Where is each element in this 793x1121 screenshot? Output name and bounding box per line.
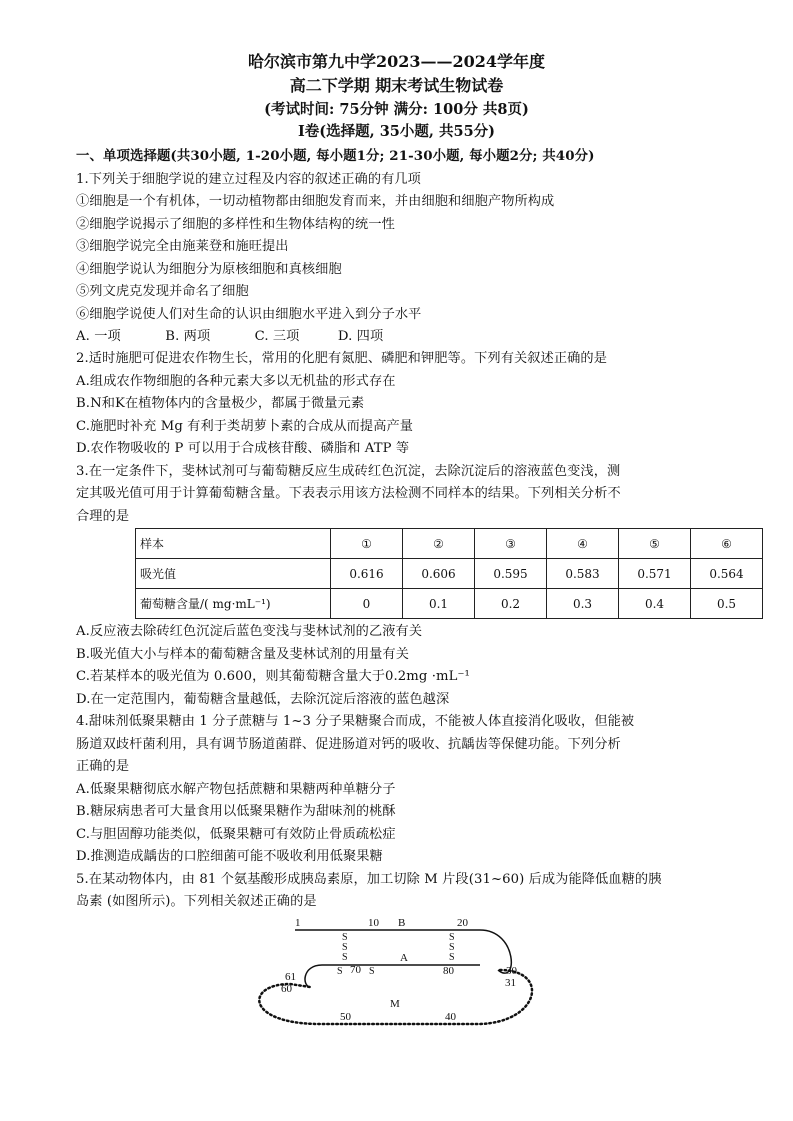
- glucose-cell: 0.1: [403, 589, 475, 619]
- svg-text:S: S: [342, 952, 348, 963]
- q1-item: ①细胞是一个有机体，一切动植物都由细胞发育而来，并由细胞和细胞产物所构成: [76, 194, 555, 209]
- glucose-cell: 0.5: [691, 589, 763, 619]
- q4-stem: 4.甜味剂低聚果糖由 1 分子蔗糖与 1~3 分子果糖聚合而成，不能被人体直接消化吸收，但能被: [76, 714, 635, 729]
- q4-stem: 正确的是: [76, 759, 130, 774]
- disulfide-bond-1: [342, 932, 348, 963]
- sample-cell: ②: [403, 529, 475, 559]
- q3-option-d: D.在一定范围内，葡萄糖含量越低，去除沉淀后溶液的蓝色越深: [76, 692, 450, 707]
- proinsulin-diagram: [250, 912, 550, 1037]
- svg-text:S: S: [342, 942, 348, 953]
- glucose-cell: 0.4: [619, 589, 691, 619]
- q5-stem: 5.在某动物体内，由 81 个氨基酸形成胰岛素原，加工切除 M 片段(31~60) 后成为能降低血糖的胰: [76, 872, 662, 887]
- sample-cell: ⑤: [619, 529, 691, 559]
- q1-item: ②细胞学说揭示了细胞的多样性和生物体结构的统一性: [76, 217, 395, 232]
- label-60: 60: [281, 983, 292, 995]
- absorbance-cell: 0.616: [331, 559, 403, 589]
- part-title: I卷(选择题, 35小题, 共55分): [297, 123, 496, 140]
- absorbance-cell: 0.606: [403, 559, 475, 589]
- label-50: 50: [340, 1011, 351, 1023]
- q4-option-b: B.糖尿病患者可大量食用以低聚果糖作为甜味剂的桃酥: [76, 804, 396, 819]
- svg-text:S: S: [342, 932, 348, 943]
- q1-item: ④细胞学说认为细胞分为原核细胞和真核细胞: [76, 262, 342, 277]
- q1-item: ⑤列文虎克发现并命名了细胞: [76, 284, 249, 299]
- disulfide-bond-2: [449, 932, 455, 963]
- sample-cell: ①: [331, 529, 403, 559]
- svg-text:S: S: [449, 942, 455, 953]
- table-row: [136, 559, 763, 589]
- q1-stem: 1.下列关于细胞学说的建立过程及内容的叙述正确的有几项: [76, 172, 421, 187]
- q3-table: [135, 528, 763, 619]
- exam-title: 高二下学期 期末考试生物试卷: [289, 76, 504, 95]
- q1-options: [76, 326, 716, 348]
- q2-option-b: B.N和K在植物体内的含量极少，都属于微量元素: [76, 396, 365, 411]
- q1-option-c: C. 三项: [254, 329, 300, 344]
- svg-text:S: S: [449, 932, 455, 943]
- q2-option-c: C.施肥时补充 Mg 有利于类胡萝卜素的合成从而提高产量: [76, 419, 414, 434]
- label-20: 20: [457, 917, 468, 929]
- label-70: 70: [350, 964, 361, 976]
- q4-stem: 肠道双歧杆菌利用，具有调节肠道菌群、促进肠道对钙的吸收、抗龋齿等保健功能。下列分析: [76, 737, 621, 752]
- q3-option-a: A.反应液去除砖红色沉淀后蓝色变浅与斐林试剂的乙液有关: [76, 624, 423, 639]
- svg-text:S: S: [369, 966, 375, 977]
- q1-option-b: B. 两项: [165, 329, 211, 344]
- q1-item: ③细胞学说完全由施莱登和施旺提出: [76, 239, 289, 254]
- q2-option-a: A.组成农作物细胞的各种元素大多以无机盐的形式存在: [76, 374, 396, 389]
- q3-option-b: B.吸光值大小与样本的葡萄糖含量及斐林试剂的用量有关: [76, 647, 409, 662]
- school-title: 哈尔滨市第九中学2023——2024学年度: [247, 52, 546, 71]
- label-61: 61: [285, 971, 296, 983]
- label-a: A: [400, 952, 408, 964]
- glucose-cell: 0.3: [547, 589, 619, 619]
- row-label-absorbance: 吸光值: [136, 559, 331, 589]
- glucose-cell: 0: [331, 589, 403, 619]
- q1-item: ⑥细胞学说使人们对生命的认识由细胞水平进入到分子水平: [76, 307, 422, 322]
- absorbance-cell: 0.583: [547, 559, 619, 589]
- m-segment-path: [259, 970, 532, 1024]
- q5-stem: 岛素 (如图所示)。下列相关叙述正确的是: [76, 894, 317, 909]
- exam-info: (考试时间: 75分钟 满分: 100分 共8页): [264, 101, 529, 118]
- absorbance-cell: 0.571: [619, 559, 691, 589]
- svg-text:S: S: [449, 952, 455, 963]
- table-row: [136, 589, 763, 619]
- sample-cell: ⑥: [691, 529, 763, 559]
- q2-option-d: D.农作物吸收的 P 可以用于合成核苷酸、磷脂和 ATP 等: [76, 441, 410, 456]
- svg-text:S: S: [337, 966, 343, 977]
- label-30: 30: [506, 965, 517, 977]
- label-b: B: [398, 917, 406, 929]
- q4-option-a: A.低聚果糖彻底水解产物包括蔗糖和果糖两种单糖分子: [76, 782, 396, 797]
- q3-stem: 3.在一定条件下，斐林试剂可与葡萄糖反应生成砖红色沉淀，去除沉淀后的溶液蓝色变浅，测: [76, 464, 621, 479]
- q4-option-c: C.与胆固醇功能类似，低聚果糖可有效防止骨质疏松症: [76, 827, 396, 842]
- table-row: [136, 529, 763, 559]
- label-40: 40: [445, 1011, 456, 1023]
- sample-cell: ③: [475, 529, 547, 559]
- q3-stem: 合理的是: [76, 509, 130, 524]
- label-80: 80: [443, 965, 454, 977]
- absorbance-cell: 0.564: [691, 559, 763, 589]
- q4-option-d: D.推测造成龋齿的口腔细菌可能不吸收利用低聚果糖: [76, 849, 383, 864]
- label-31: 31: [505, 977, 516, 989]
- q2-stem: 2.适时施肥可促进农作物生长，常用的化肥有氮肥、磷肥和钾肥等。下列有关叙述正确的是: [76, 351, 607, 366]
- section-heading: 一、单项选择题(共30小题, 1-20小题, 每小题1分; 21-30小题, 每小题2分; 共40分): [76, 148, 595, 164]
- label-1: 1: [295, 917, 301, 929]
- q1-option-a: A. 一项: [76, 329, 121, 344]
- label-m: M: [390, 998, 400, 1010]
- glucose-cell: 0.2: [475, 589, 547, 619]
- sample-cell: ④: [547, 529, 619, 559]
- row-label-sample: 样本: [136, 529, 331, 559]
- q3-stem: 定其吸光值可用于计算葡萄糖含量。下表表示用该方法检测不同样本的结果。下列相关分析不: [76, 486, 621, 501]
- q1-option-d: D. 四项: [337, 329, 384, 344]
- absorbance-cell: 0.595: [475, 559, 547, 589]
- label-10: 10: [368, 917, 379, 929]
- row-label-glucose: 葡萄糖含量/( mg·mL⁻¹): [136, 589, 331, 619]
- q3-option-c: C.若某样本的吸光值为 0.600，则其葡萄糖含量大于0.2mg ·mL⁻¹: [76, 669, 470, 684]
